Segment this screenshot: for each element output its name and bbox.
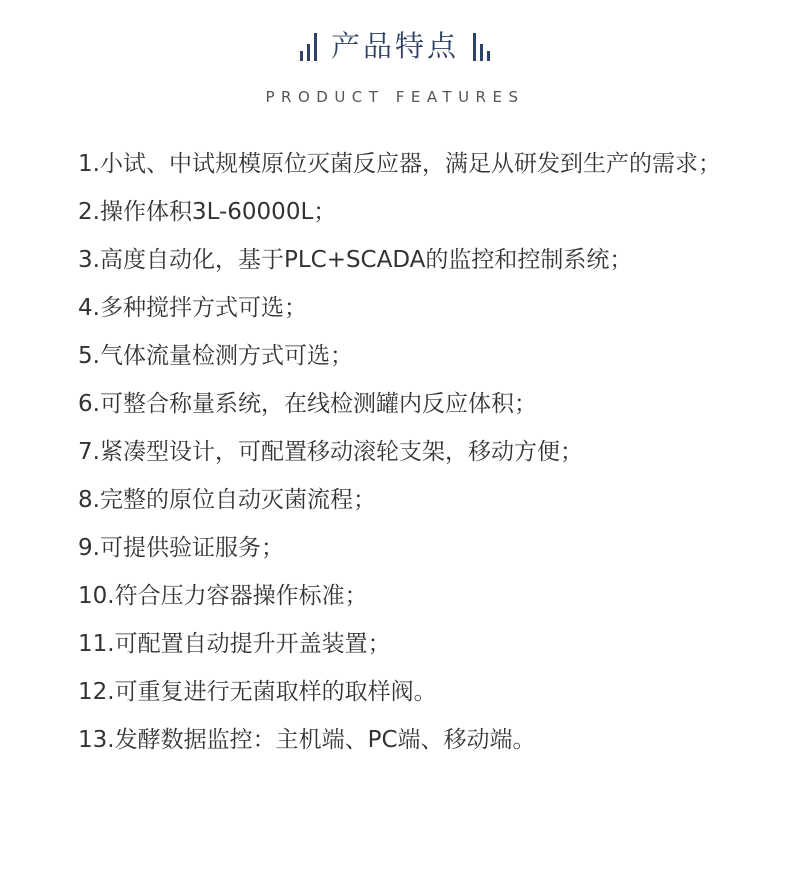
feature-item: 3.高度自动化，基于PLC+SCADA的监控和控制系统； [78,247,633,273]
feature-item: 9.可提供验证服务； [78,535,284,561]
feature-item: 6.可整合称量系统，在线检测罐内反应体积； [78,391,537,417]
feature-item: 13.发酵数据监控：主机端、PC端、移动端。 [78,727,536,753]
section-title: 产品特点 [330,29,459,63]
right-bars-decoration-icon [473,31,490,61]
feature-item: 10.符合压力容器操作标准； [78,583,368,609]
feature-item: 7.紧凑型设计，可配置移动滚轮支架，移动方便； [78,439,583,465]
feature-list [26,140,770,764]
section-header [0,24,790,107]
feature-item: 1.小试、中试规模原位灭菌反应器，满足从研发到生产的需求； [78,151,721,177]
title-row [0,24,790,68]
feature-item: 5.气体流量检测方式可选； [78,343,353,369]
feature-item: 2.操作体积3L-60000L； [78,199,337,225]
feature-item: 11.可配置自动提升开盖装置； [78,631,391,657]
feature-item: 8.完整的原位自动灭菌流程； [78,487,376,513]
section-subtitle: PRODUCT FEATURES [265,88,525,106]
left-bars-decoration-icon [300,31,317,61]
feature-item: 12.可重复进行无菌取样的取样阀。 [78,679,437,705]
feature-item: 4.多种搅拌方式可选； [78,295,307,321]
